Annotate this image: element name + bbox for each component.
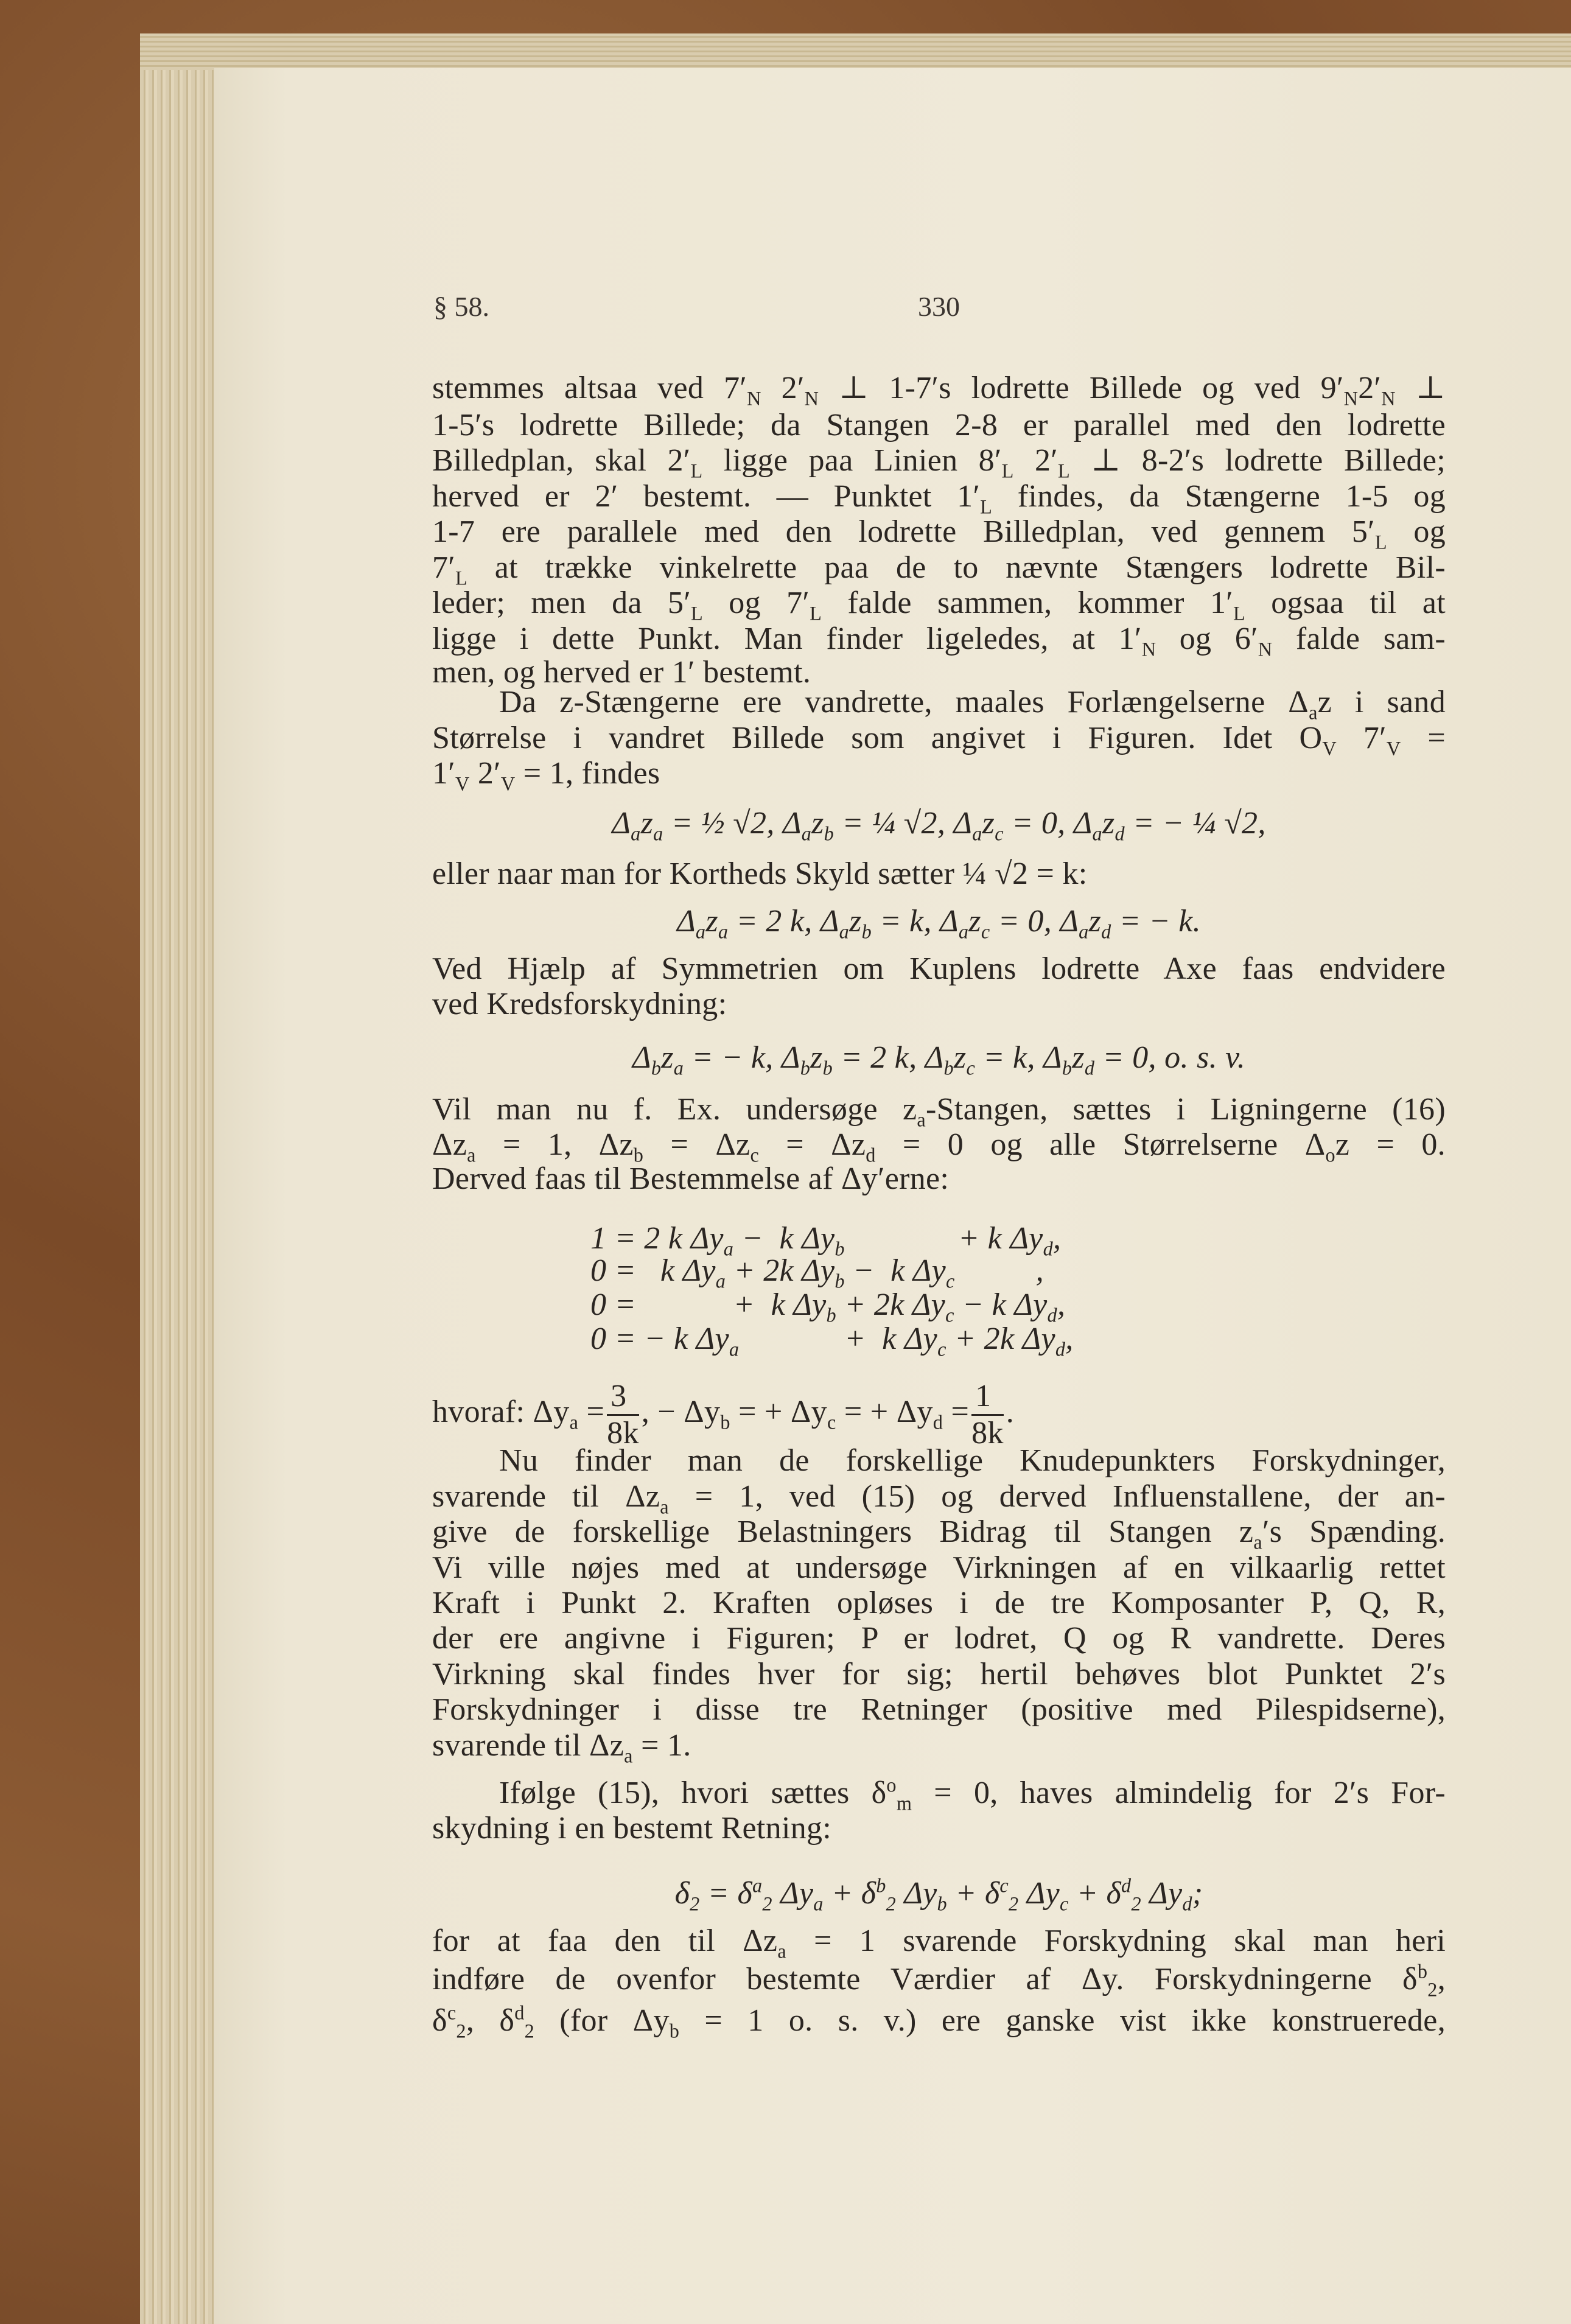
text-line: Da z-Stængerne ere vandrette, maales Forlængelserne $\Delta_az$ i sand bbox=[499, 685, 1446, 724]
subscript: V bbox=[500, 772, 516, 795]
subscript: a bbox=[729, 1338, 740, 1360]
subscript: L bbox=[1233, 602, 1245, 625]
result-mid: , − $\Delta y_b$ = + $\Delta y_c$ = + $\Delta y_d$ = bbox=[641, 1395, 970, 1433]
subscript: b bbox=[834, 1270, 845, 1292]
superscript: b bbox=[876, 1874, 886, 1897]
text-line: svarende til $\Delta z_a = 1$, ved (15) og derved Influenstallene, der an- bbox=[432, 1479, 1446, 1518]
equation-line: 0 = k $\Delta y_a + 2k$ $\Delta y_b - k$ $\Delta y_c$ , bbox=[590, 1253, 1044, 1292]
subscript: a bbox=[673, 1057, 684, 1079]
text-line: Vil man nu f. Ex. undersøge $z_a$-Stangen, sættes i Ligningerne (16) bbox=[432, 1092, 1446, 1131]
text-line: eller naar man for Kortheds Skyld sætter ¼ √2 = k: bbox=[432, 856, 1088, 891]
subscript: b bbox=[1062, 1057, 1072, 1079]
subscript: b bbox=[824, 822, 834, 845]
subscript: d bbox=[1101, 920, 1111, 943]
text-line: give de forskellige Belastningers Bidrag til Stangen $z_a's$ Spænding. bbox=[432, 1514, 1446, 1553]
text-line: Ved Hjælp af Symmetrien om Kuplens lodrette Axe faas endvidere bbox=[432, 951, 1446, 986]
fraction bbox=[607, 1379, 639, 1451]
subscript: d bbox=[1182, 1892, 1192, 1915]
subscript: d bbox=[1047, 1304, 1057, 1326]
subscript: a bbox=[801, 822, 812, 845]
text-line: 1-7 ere parallele med den lodrette Billedplan, ved gennem $5'_L$ og bbox=[432, 514, 1446, 553]
text-line: Virkning skal findes hver for sig; hertil behøves blot Punktet 2′s bbox=[432, 1657, 1446, 1692]
subscript: c bbox=[981, 920, 990, 943]
subscript: c bbox=[945, 1304, 954, 1326]
subscript: b bbox=[720, 1411, 730, 1433]
equation-line: $\Delta_az_a = 2$ k, $\Delta_az_b = k$, $\Delta_az_c = 0$, $\Delta_az_d$ = − k. bbox=[677, 904, 1201, 943]
subscript: c bbox=[945, 1270, 955, 1292]
text-line: $1'_V$ $2'_V = 1$, findes bbox=[432, 756, 660, 795]
subscript: b bbox=[651, 1057, 662, 1079]
superscript: c bbox=[447, 2001, 457, 2024]
text-line: $\Delta z_a = 1$, $\Delta z_b = \Delta z_c = \Delta z_d = 0$ og alle Størrelserne $\Delta_oz = 0$. bbox=[432, 1127, 1446, 1166]
subscript: N bbox=[747, 387, 761, 410]
page-edges-top bbox=[140, 33, 1571, 70]
text-line: $\delta^c_2$, $\delta^d_2$ (for $\Delta y_b = 1$ o. s. v.) ere ganske vist ikke konstruerede, bbox=[432, 2001, 1446, 2042]
subscript: a bbox=[569, 1411, 579, 1433]
text-line: men, og herved er 1′ bestemt. bbox=[432, 655, 811, 690]
subscript: a bbox=[1079, 920, 1089, 943]
subscript: a bbox=[718, 920, 729, 943]
subscript: d bbox=[1043, 1237, 1053, 1260]
subscript: a bbox=[917, 1108, 926, 1131]
text-line: Kraft i Punkt 2. Kraften opløses i de tre Komposanter P, Q, R, bbox=[432, 1586, 1446, 1620]
subscript: d bbox=[932, 1411, 943, 1433]
subscript: c bbox=[750, 1144, 760, 1166]
subscript: b bbox=[861, 920, 872, 943]
subscript: a bbox=[958, 920, 969, 943]
subscript: a bbox=[723, 1237, 734, 1260]
subscript: a bbox=[1253, 1531, 1262, 1553]
subscript: o bbox=[1325, 1144, 1335, 1166]
equation-line: $\Delta_bz_a$ = − k, $\Delta_bz_b = 2$ k, $\Delta_bz_c = k$, $\Delta_bz_d = 0$, o. s. v. bbox=[632, 1040, 1245, 1079]
subscript: V bbox=[455, 772, 470, 795]
subscript: c bbox=[995, 822, 1004, 845]
subscript: 2 bbox=[762, 1892, 772, 1915]
subscript: 2 bbox=[524, 2020, 535, 2042]
denominator: 8k bbox=[971, 1416, 1004, 1451]
subscript: N bbox=[1141, 638, 1156, 660]
equation-line: $\delta_2 = \delta^a_2$ $\Delta y_a + \delta^b_2$ $\Delta y_b + \delta^c_2$ $\Delta y_c + \delta^d_2$ $\Delta y_d$; bbox=[674, 1874, 1203, 1915]
subscript: c bbox=[827, 1411, 836, 1433]
subscript: L bbox=[980, 495, 993, 518]
subscript: a bbox=[653, 822, 663, 845]
text-line: indføre de ovenfor bestemte Værdier af Δy. Forskydningerne $\delta^b_2$, bbox=[432, 1960, 1446, 2001]
subscript: L bbox=[1374, 531, 1387, 553]
subscript: d bbox=[1084, 1057, 1095, 1079]
text-line: $7'_L$ at trække vinkelrette paa de to nævnte Stængers lodrette Bil- bbox=[432, 550, 1446, 589]
subscript: 2 bbox=[456, 2020, 466, 2042]
superscript: b bbox=[1417, 1960, 1428, 1983]
subscript: b bbox=[834, 1237, 845, 1260]
subscript: L bbox=[455, 567, 467, 589]
subscript: d bbox=[1114, 822, 1125, 845]
equation-line: 1 = 2 k $\Delta y_a - k$ $\Delta y_b$ + k $\Delta y_d$, bbox=[590, 1221, 1062, 1260]
text-line: Forskydninger i disse tre Retninger (positive med Pilespidserne), bbox=[432, 1692, 1446, 1727]
subscript: L bbox=[810, 602, 822, 625]
subscript: V bbox=[1322, 737, 1337, 760]
result-end: . bbox=[1006, 1395, 1015, 1430]
text-line: Nu finder man de forskellige Knudepunkters Forskydninger, bbox=[499, 1443, 1446, 1478]
subscript: a bbox=[972, 822, 982, 845]
subscript: N bbox=[1258, 638, 1273, 660]
subscript: a bbox=[695, 920, 706, 943]
subscript: 2 bbox=[1427, 1978, 1438, 2001]
subscript: a bbox=[715, 1270, 726, 1292]
subscript: L bbox=[1001, 460, 1014, 482]
superscript: a bbox=[752, 1874, 763, 1897]
subscript: L bbox=[1057, 460, 1070, 482]
text-line: der ere angivne i Figuren; P er lodret, Q og R vandrette. Deres bbox=[432, 1621, 1446, 1656]
text-line: Billedplan, skal $2'_L$ ligge paa Linien $8'_L$ $2'_L$ ⊥ 8-2′s lodrette Billede; bbox=[432, 443, 1446, 482]
subscript: b bbox=[633, 1144, 644, 1166]
text-line: Størrelse i vandret Billede som angivet i Figuren. Idet $O_V$ $7'_V$ = bbox=[432, 721, 1446, 760]
text-line: 1-5′s lodrette Billede; da Stangen 2-8 er parallel med den lodrette bbox=[432, 408, 1446, 443]
text-line: skydning i en bestemt Retning: bbox=[432, 1811, 832, 1846]
equation-line: $\Delta_az_a$ = ½ √2, $\Delta_az_b$ = ¼ √2, $\Delta_az_c = 0$, $\Delta_az_d$ = − ¼ √2, bbox=[612, 806, 1266, 845]
text-line: herved er 2′ bestemt. — Punktet $1'_L$ findes, da Stængerne 1-5 og bbox=[432, 479, 1446, 518]
subscript: b bbox=[943, 1057, 954, 1079]
superscript: d bbox=[1121, 1874, 1132, 1897]
subscript: N bbox=[804, 387, 819, 410]
page-number: 330 bbox=[918, 291, 960, 322]
subscript: a bbox=[813, 1892, 824, 1915]
subscript: m bbox=[896, 1792, 912, 1815]
subscript: b bbox=[826, 1304, 836, 1326]
subscript: b bbox=[800, 1057, 811, 1079]
subscript: 2 bbox=[1131, 1892, 1141, 1915]
text-line: ligge i dette Punkt. Man finder ligeledes, at $1'_N$ og $6'_N$ falde sam- bbox=[432, 621, 1446, 660]
subscript: b bbox=[822, 1057, 833, 1079]
equation-line: 0 = − k $\Delta y_a$ + k $\Delta y_c + 2k$ $\Delta y_d$, bbox=[590, 1321, 1074, 1360]
subscript: d bbox=[866, 1144, 876, 1166]
superscript: d bbox=[514, 2001, 525, 2024]
result-line bbox=[432, 1379, 1446, 1451]
subscript: N bbox=[1343, 387, 1359, 410]
subscript: 2 bbox=[886, 1892, 897, 1915]
subscript: V bbox=[1386, 737, 1401, 760]
subscript: c bbox=[966, 1057, 976, 1079]
fraction bbox=[971, 1379, 1004, 1451]
subscript: a bbox=[624, 1745, 633, 1767]
subscript: a bbox=[1309, 701, 1318, 724]
text-line: Derved faas til Bestemmelse af Δy′erne: bbox=[432, 1161, 950, 1196]
subscript: 2 bbox=[690, 1892, 700, 1915]
subscript: L bbox=[690, 460, 703, 482]
text-line: ved Kredsforskydning: bbox=[432, 987, 727, 1021]
subscript: d bbox=[1055, 1338, 1066, 1360]
equation-line: 0 = + k $\Delta y_b + 2k$ $\Delta y_c - k$ $\Delta y_d$, bbox=[590, 1287, 1066, 1326]
subscript: a bbox=[839, 920, 850, 943]
text-line: Ifølge (15), hvori sættes $\delta^o_m = 0$, haves almindelig for 2′s For- bbox=[499, 1774, 1446, 1815]
subscript: a bbox=[660, 1496, 669, 1518]
text-line: svarende til $\Delta z_a = 1$. bbox=[432, 1728, 691, 1767]
text-line: stemmes altsaa ved $7'_N$ $2'_N$ ⊥ 1-7′s lodrette Billede og ved $9'_N2'_N$ ⊥ bbox=[432, 371, 1446, 410]
section-number: § 58. bbox=[433, 291, 489, 322]
denominator: 8k bbox=[607, 1416, 639, 1451]
text-line: for at faa den til $\Delta z_a = 1$ svarende Forskydning skal man heri bbox=[432, 1923, 1446, 1962]
subscript: b bbox=[937, 1892, 947, 1915]
subscript: a bbox=[467, 1144, 476, 1166]
subscript: a bbox=[1092, 822, 1102, 845]
numerator: 3 bbox=[607, 1379, 639, 1416]
superscript: o bbox=[886, 1774, 897, 1796]
subscript: L bbox=[691, 602, 704, 625]
subscript: N bbox=[1381, 387, 1396, 410]
numerator: 1 bbox=[971, 1379, 1004, 1416]
subscript: b bbox=[669, 2020, 680, 2042]
subscript: c bbox=[1059, 1892, 1069, 1915]
subscript: c bbox=[937, 1338, 946, 1360]
subscript: 2 bbox=[1009, 1892, 1019, 1915]
subscript: a bbox=[777, 1940, 786, 1962]
text-line: leder; men da $5'_L$ og $7'_L$ falde sammen, kommer $1'_L$ ogsaa til at bbox=[432, 586, 1446, 625]
superscript: c bbox=[999, 1874, 1009, 1897]
subscript: a bbox=[631, 822, 641, 845]
text-line: Vi ville nøjes med at undersøge Virkningen af en vilkaarlig rettet bbox=[432, 1550, 1446, 1585]
result-lead: hvoraf: $\Delta y_a$ = bbox=[432, 1395, 605, 1433]
